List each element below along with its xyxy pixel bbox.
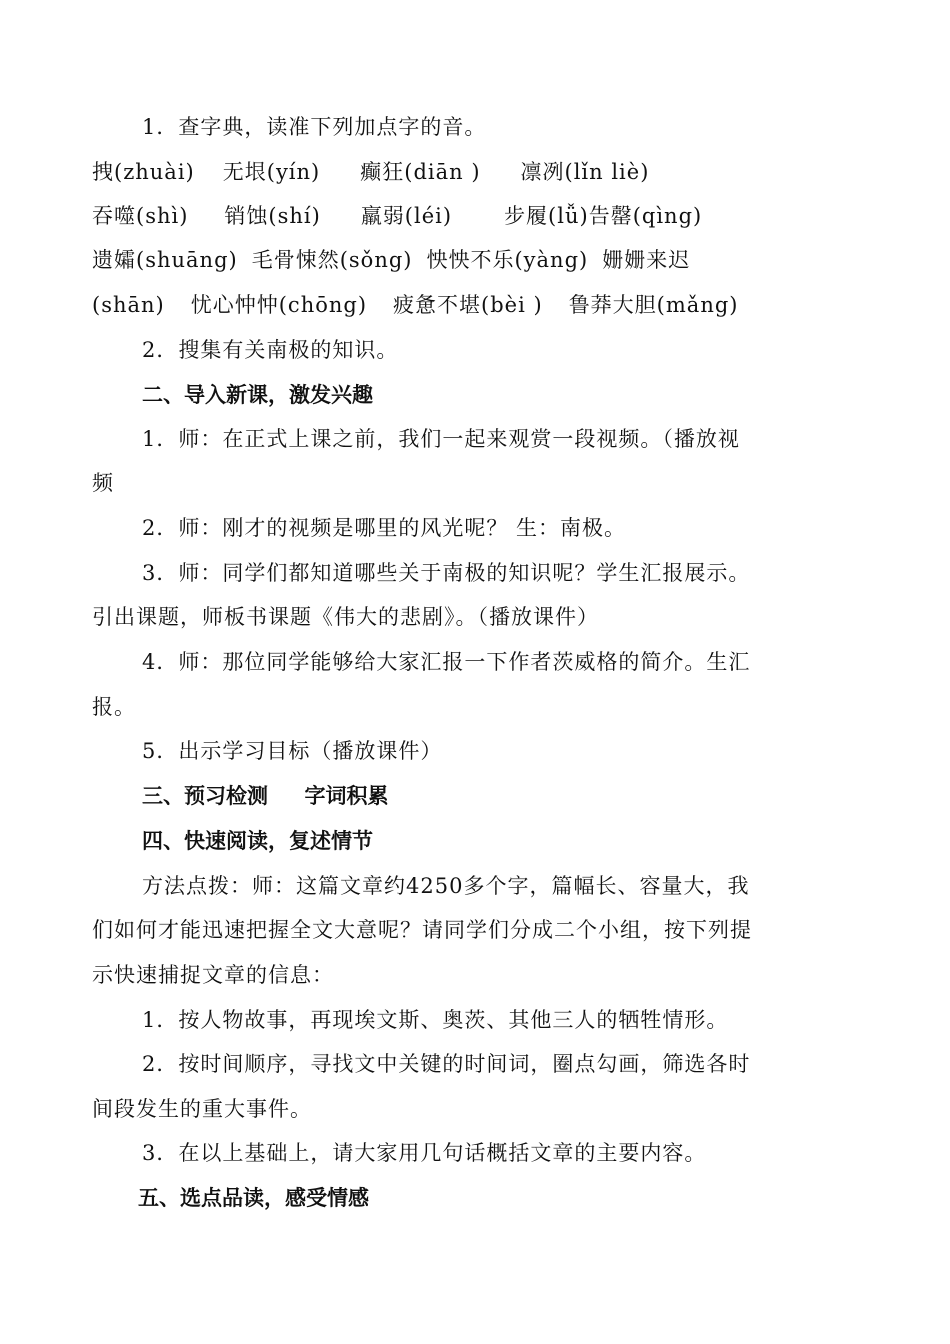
paragraph-line: 2．师：刚才的视频是哪里的风光呢？ 生：南极。: [142, 516, 627, 540]
section-heading: 二、导入新课，激发兴趣: [142, 383, 373, 407]
paragraph-line: 示快速捕捉文章的信息：: [92, 963, 334, 987]
word-entry: 癫狂(diān ): [360, 160, 481, 184]
item-collect: 2．搜集有关南极的知识。: [142, 338, 399, 362]
word-list-row-4: [92, 290, 892, 320]
word-entry: 遗孀(shuāng): [92, 248, 238, 272]
word-list-row-1: [92, 157, 892, 187]
word-entry: 吞噬(shì): [92, 204, 189, 228]
item-dictionary: 1．查字典，读准下列加点字的音。: [142, 115, 487, 139]
word-entry: 销蚀(shí): [224, 204, 321, 228]
paragraph-line: 5．出示学习目标（播放课件）: [142, 739, 443, 763]
word-entry: (shān): [92, 293, 165, 317]
word-list-row-3: [92, 245, 892, 275]
paragraph-line: 1．师：在正式上课之前，我们一起来观赏一段视频。（播放视: [142, 427, 740, 451]
word-entry: 鲁莽大胆(mǎng): [568, 293, 739, 317]
section-heading: 五、选点品读，感受情感: [138, 1186, 369, 1210]
paragraph-line: 3．在以上基础上，请大家用几句话概括文章的主要内容。: [142, 1141, 707, 1165]
paragraph-line: 引出课题，师板书课题《伟大的悲剧》。（播放课件）: [92, 605, 599, 629]
word-entry: 怏怏不乐(yàng): [426, 248, 589, 272]
word-entry: 凛冽(lǐn liè): [520, 160, 650, 184]
paragraph-line: 报。: [92, 695, 136, 719]
word-entry: 姗姗来迟: [602, 248, 691, 272]
word-entry: 步履(lǚ)告罄(qìng): [504, 204, 703, 228]
word-entry: 拽(zhuài): [92, 160, 195, 184]
word-entry: 疲惫不堪(bèi ): [393, 293, 543, 317]
paragraph-line: 1．按人物故事，再现埃文斯、奥茨、其他三人的牺牲情形。: [142, 1008, 729, 1032]
word-entry: 毛骨悚然(sǒng): [251, 248, 413, 272]
word-entry: 羸弱(léi): [360, 204, 453, 228]
word-entry: 忧心忡忡(chōng): [190, 293, 368, 317]
paragraph-line: 3．师：同学们都知道哪些关于南极的知识呢？学生汇报展示。: [142, 561, 751, 585]
section-heading: 三、预习检测 字词积累: [142, 784, 389, 808]
paragraph-line: 间段发生的重大事件。: [92, 1097, 312, 1121]
word-list-row-2: [92, 201, 892, 231]
paragraph-line: 频: [92, 471, 114, 495]
word-entry: 无垠(yín): [222, 160, 321, 184]
section-heading: 四、快速阅读，复述情节: [142, 829, 373, 853]
paragraph-line: 2．按时间顺序，寻找文中关键的时间词，圈点勾画，筛选各时: [142, 1052, 751, 1076]
paragraph-line: 4．师：那位同学能够给大家汇报一下作者茨威格的简介。生汇: [142, 650, 751, 674]
paragraph-line: 方法点拨：师：这篇文章约4250多个字，篇幅长、容量大，我: [142, 874, 750, 898]
paragraph-line: 们如何才能迅速把握全文大意呢？请同学们分成二个小组，按下列提: [92, 918, 752, 942]
